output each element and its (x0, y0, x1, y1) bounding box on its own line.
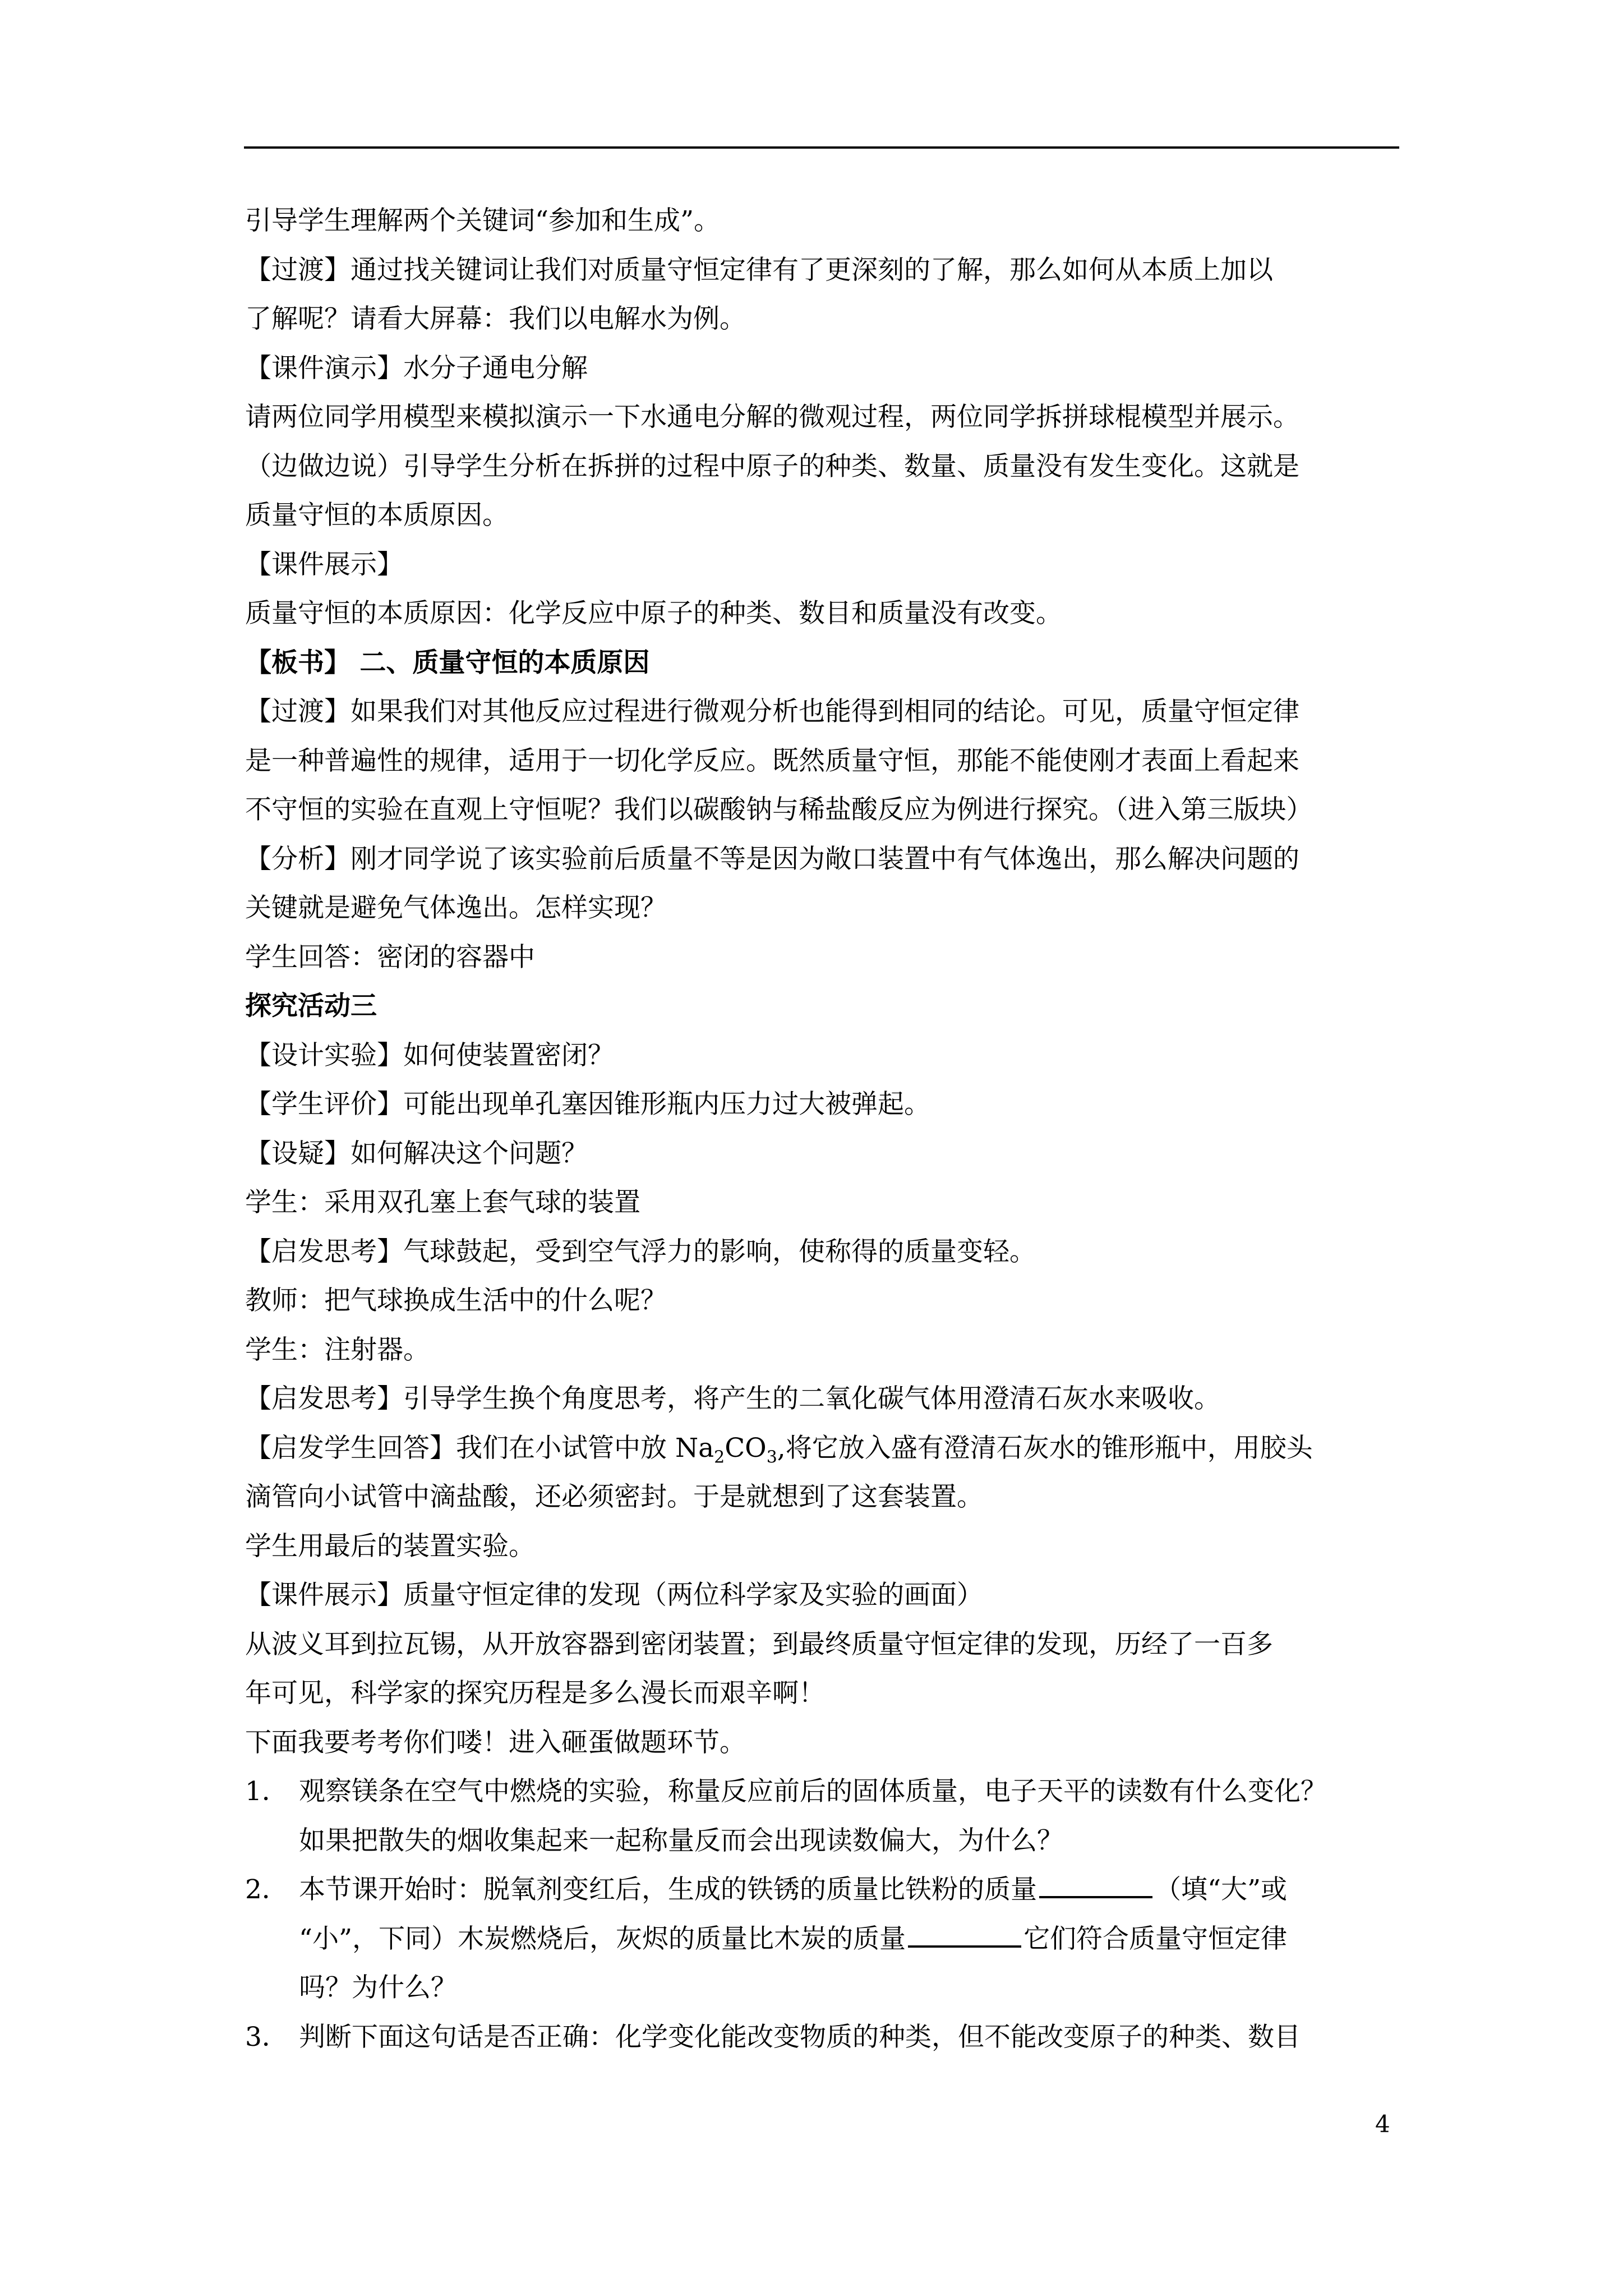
text-line: 【启发思考】引导学生换个角度思考，将产生的二氧化碳气体用澄清石灰水来吸收。 (245, 1383, 1220, 1414)
text-segment: 【启发学生回答】我们在小试管中放 Na (245, 1432, 714, 1464)
activity-heading: 探究活动三 (245, 991, 377, 1022)
text-line: 【学生评价】可能出现单孔塞因锥形瓶内压力过大被弹起。 (245, 1089, 930, 1120)
text-line: 学生：采用双孔塞上套气球的装置 (245, 1187, 640, 1218)
text-line: 【过渡】如果我们对其他反应过程进行微观分析也能得到相同的结论。可见，质量守恒定律 (245, 696, 1299, 727)
header-rule (244, 146, 1399, 149)
text-line: 【设疑】如何解决这个问题？ (245, 1138, 588, 1169)
text-line: 请两位同学用模型来模拟演示一下水通电分解的微观过程，两位同学拆拼球棍模型并展示。 (245, 402, 1299, 432)
text-line: 【课件展示】质量守恒定律的发现（两位科学家及实验的画面） (245, 1580, 983, 1611)
subscript: 3 (766, 1447, 777, 1467)
page-number: 4 (1375, 2110, 1390, 2138)
text-line: 学生用最后的装置实验。 (245, 1530, 535, 1562)
text-line: 下面我要考考你们喽！进入砸蛋做题环节。 (245, 1727, 746, 1758)
board-heading: 【板书】 二、质量守恒的本质原因 (245, 647, 650, 678)
document-body (245, 196, 1412, 2062)
text-line: 年可见，科学家的探究历程是多么漫长而艰辛啊！ (245, 1678, 825, 1709)
text-line: 学生：注射器。 (245, 1334, 430, 1365)
question-text: 它们符合质量守恒定律 (1023, 1923, 1288, 1954)
text-line: 【启发思考】气球鼓起，受到空气浮力的影响，使称得的质量变轻。 (245, 1236, 1036, 1267)
text-segment: ,将它放入盛有澄清石灰水的锥形瓶中，用胶头 (777, 1432, 1313, 1464)
text-segment: CO (725, 1432, 767, 1464)
question-text: 本节课开始时：脱氧剂变红后，生成的铁锈的质量比铁粉的质量 (299, 1874, 1037, 1905)
question-text: 判断下面这句话是否正确：化学变化能改变物质的种类，但不能改变原子的种类、数目 (299, 2021, 1301, 2053)
formula-line (245, 1424, 1412, 1473)
question-3 (245, 2013, 1412, 2062)
text-line: 了解呢？请看大屏幕：我们以电解水为例。 (245, 303, 746, 334)
question-text: 观察镁条在空气中燃烧的实验，称量反应前后的固体质量，电子天平的读数有什么变化？ (299, 1776, 1327, 1807)
text-line: 【过渡】通过找关键词让我们对质量守恒定律有了更深刻的了解，那么如何从本质上加以 (245, 254, 1273, 286)
text-line: 学生回答：密闭的容器中 (245, 941, 535, 973)
text-line: 【课件展示】 (245, 549, 403, 580)
text-line: 引导学生理解两个关键词“参加和生成”。 (245, 205, 721, 236)
question-text: “小”，下同）木炭燃烧后，灰烬的质量比木炭的质量 (299, 1923, 906, 1954)
text-line: 【课件演示】水分子通电分解 (245, 352, 588, 384)
question-1 (245, 1767, 1412, 1865)
text-line: 【设计实验】如何使装置密闭？ (245, 1039, 614, 1071)
answer-blank[interactable] (1039, 1865, 1152, 1898)
answer-blank[interactable] (908, 1915, 1021, 1948)
text-line: 滴管向小试管中滴盐酸，还必须密封。于是就想到了这套装置。 (245, 1481, 983, 1512)
text-line: 质量守恒的本质原因：化学反应中原子的种类、数目和质量没有改变。 (245, 598, 1062, 629)
question-text: 如果把散失的烟收集起来一起称量反而会出现读数偏大，为什么？ (299, 1825, 1063, 1856)
text-line: 质量守恒的本质原因。 (245, 500, 509, 531)
text-line: 从波义耳到拉瓦锡，从开放容器到密闭装置；到最终质量守恒定律的发现，历经了一百多 (245, 1628, 1273, 1660)
question-number: 3． (245, 2021, 288, 2053)
text-line: 教师：把气球换成生活中的什么呢？ (245, 1285, 667, 1316)
text-line: 关键就是避免气体逸出。怎样实现？ (245, 892, 667, 923)
question-2 (245, 1865, 1412, 2013)
text-line: （边做边说）引导学生分析在拆拼的过程中原子的种类、数量、质量没有发生变化。这就是 (245, 450, 1299, 482)
text-line: 不守恒的实验在直观上守恒呢？我们以碳酸钠与稀盐酸反应为例进行探究。（进入第三版块） (245, 794, 1313, 825)
text-line: 是一种普遍性的规律，适用于一切化学反应。既然质量守恒，那能不能使刚才表面上看起来 (245, 745, 1299, 776)
question-text: （填“大”或 (1155, 1874, 1288, 1905)
subscript: 2 (714, 1447, 725, 1467)
question-text: 吗？为什么？ (299, 1972, 457, 2003)
question-number: 1． (245, 1776, 288, 1807)
question-number: 2． (245, 1874, 288, 1905)
text-line: 【分析】刚才同学说了该实验前后质量不等是因为敞口装置中有气体逸出，那么解决问题的 (245, 843, 1299, 875)
